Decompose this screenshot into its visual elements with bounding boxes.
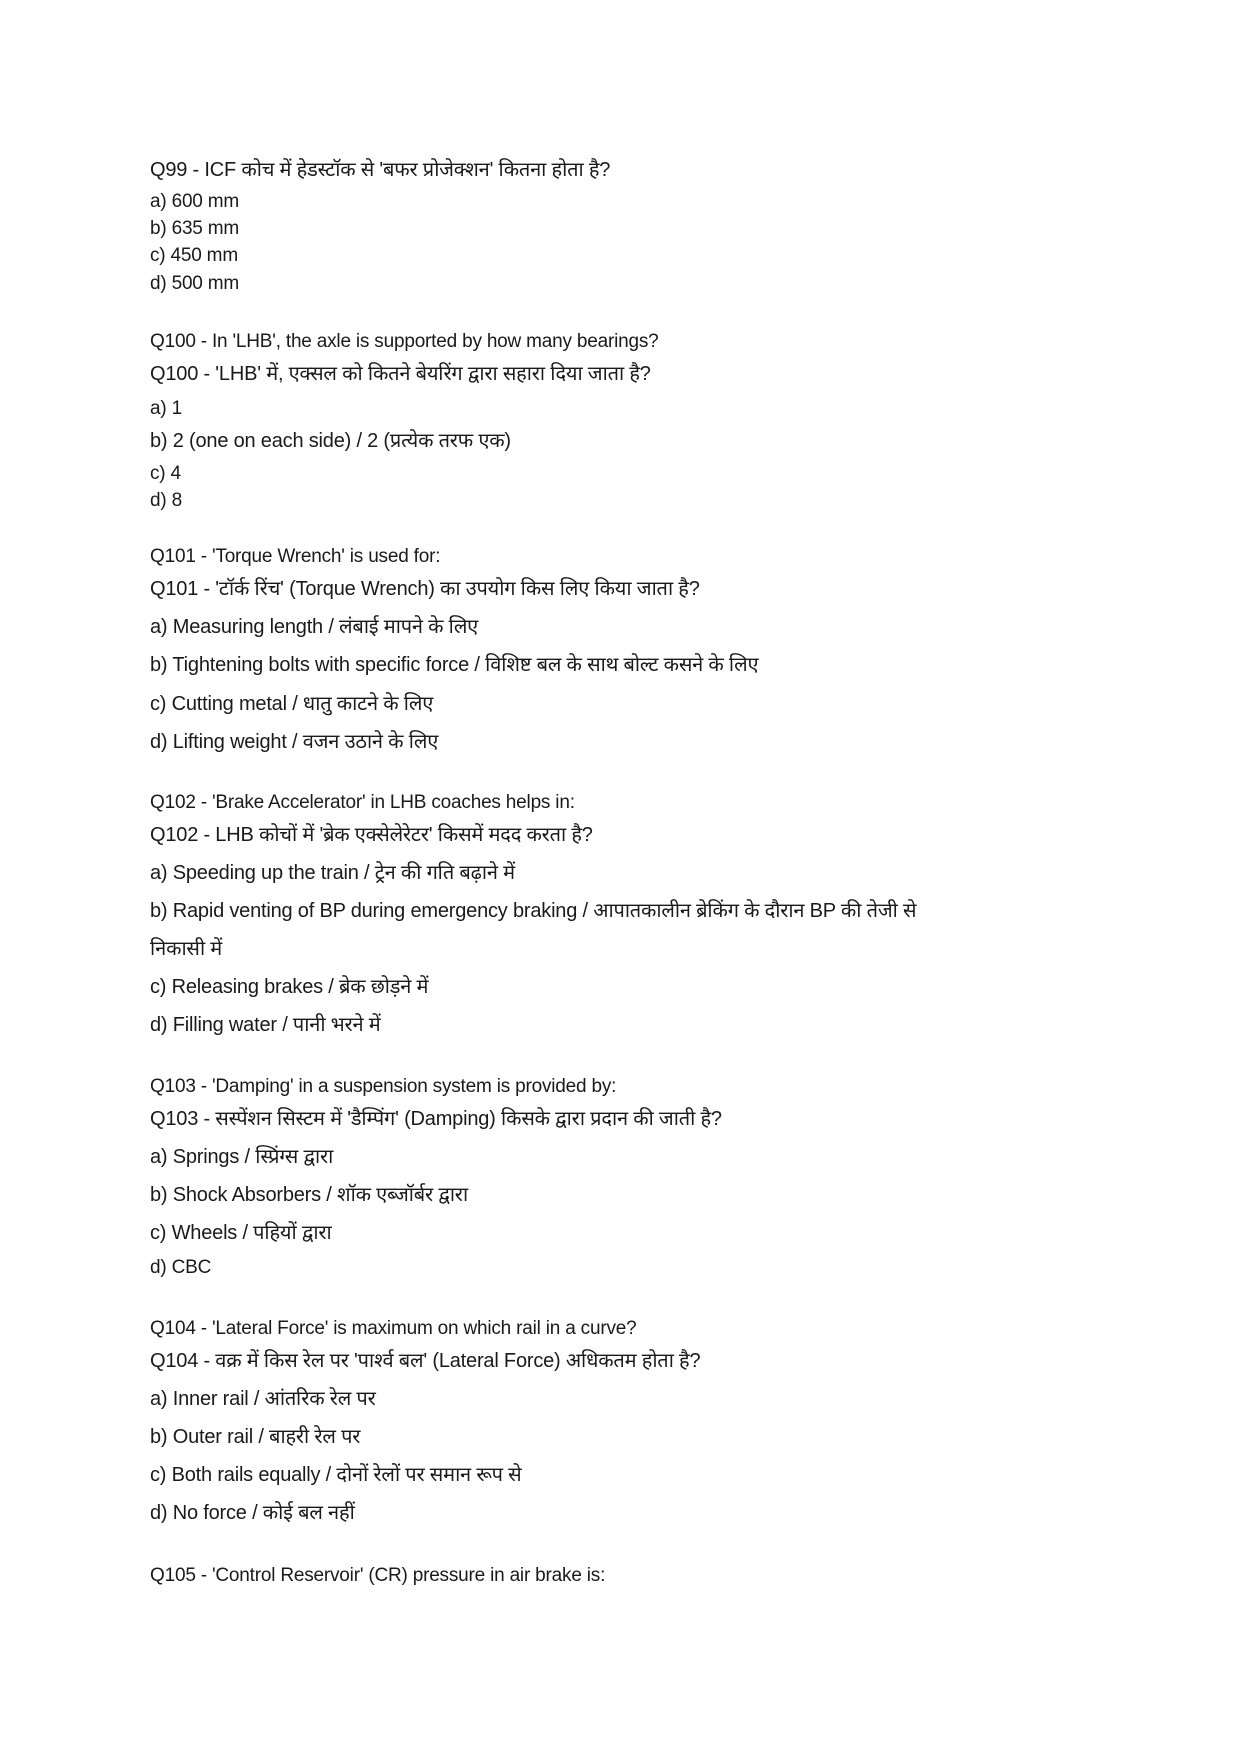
question-text-hindi: Q101 - 'टॉर्क रिंच' (Torque Wrench) का उपयोग किस लिए किया जाता है? bbox=[150, 578, 700, 600]
question-text-english: Q103 - 'Damping' in a suspension system is provided by: bbox=[150, 1076, 617, 1097]
option-d: d) 500 mm bbox=[150, 273, 240, 294]
option-b: b) Shock Absorbers / शॉक एब्जॉर्बर द्वारा bbox=[150, 1184, 468, 1206]
option-c: c) 450 mm bbox=[150, 245, 238, 266]
option-d: d) No force / कोई बल नहीं bbox=[150, 1502, 355, 1524]
option-b: b) Outer rail / बाहरी रेल पर bbox=[150, 1426, 361, 1448]
option-b: b) Rapid venting of BP during emergency braking / आपातकालीन ब्रेकिंग के दौरान BP की तेजी से bbox=[150, 900, 917, 922]
question-text-hindi: Q100 - 'LHB' में, एक्सल को कितने बेयरिंग द्वारा सहारा दिया जाता है? bbox=[150, 363, 651, 385]
question-text-hindi: Q103 - सस्पेंशन सिस्टम में 'डैम्पिंग' (Damping) किसके द्वारा प्रदान की जाती है? bbox=[150, 1108, 722, 1130]
question-text-english: Q100 - In 'LHB', the axle is supported by how many bearings? bbox=[150, 331, 659, 352]
option-a: a) Measuring length / लंबाई मापने के लिए bbox=[150, 616, 479, 638]
question-text-hindi: Q104 - वक्र में किस रेल पर 'पार्श्व बल' (Lateral Force) अधिकतम होता है? bbox=[150, 1350, 701, 1372]
option-a: a) Springs / स्प्रिंग्स द्वारा bbox=[150, 1146, 334, 1168]
question-text-english: Q105 - 'Control Reservoir' (CR) pressure in air brake is: bbox=[150, 1565, 606, 1586]
question-text-hindi: Q102 - LHB कोचों में 'ब्रेक एक्सेलेरेटर' किसमें मदद करता है? bbox=[150, 824, 593, 846]
option-d: d) Lifting weight / वजन उठाने के लिए bbox=[150, 731, 439, 753]
option-c: c) 4 bbox=[150, 463, 181, 484]
option-c: c) Wheels / पहियों द्वारा bbox=[150, 1222, 332, 1244]
option-b: b) 2 (one on each side) / 2 (प्रत्येक तरफ एक) bbox=[150, 430, 511, 452]
option-a: a) Speeding up the train / ट्रेन की गति बढ़ाने में bbox=[150, 862, 515, 884]
option-a: a) 600 mm bbox=[150, 191, 240, 212]
option-b-continued: निकासी में bbox=[150, 938, 223, 960]
question-text-hindi: Q99 - ICF कोच में हेडस्टॉक से 'बफर प्रोजेक्शन' कितना होता है? bbox=[150, 159, 611, 181]
option-c: c) Both rails equally / दोनों रेलों पर समान रूप से bbox=[150, 1464, 522, 1486]
question-text-english: Q101 - 'Torque Wrench' is used for: bbox=[150, 546, 441, 567]
option-c: c) Cutting metal / धातु काटने के लिए bbox=[150, 693, 434, 715]
option-b: b) Tightening bolts with specific force / विशिष्ट बल के साथ बोल्ट कसने के लिए bbox=[150, 654, 759, 676]
option-d: d) 8 bbox=[150, 490, 182, 511]
option-d: d) Filling water / पानी भरने में bbox=[150, 1014, 381, 1036]
question-text-english: Q102 - 'Brake Accelerator' in LHB coaches helps in: bbox=[150, 792, 575, 813]
option-a: a) 1 bbox=[150, 398, 182, 419]
option-a: a) Inner rail / आंतरिक रेल पर bbox=[150, 1388, 376, 1410]
option-c: c) Releasing brakes / ब्रेक छोड़ने में bbox=[150, 976, 429, 998]
question-text-english: Q104 - 'Lateral Force' is maximum on which rail in a curve? bbox=[150, 1318, 637, 1339]
option-b: b) 635 mm bbox=[150, 218, 240, 239]
option-d: d) CBC bbox=[150, 1257, 212, 1278]
